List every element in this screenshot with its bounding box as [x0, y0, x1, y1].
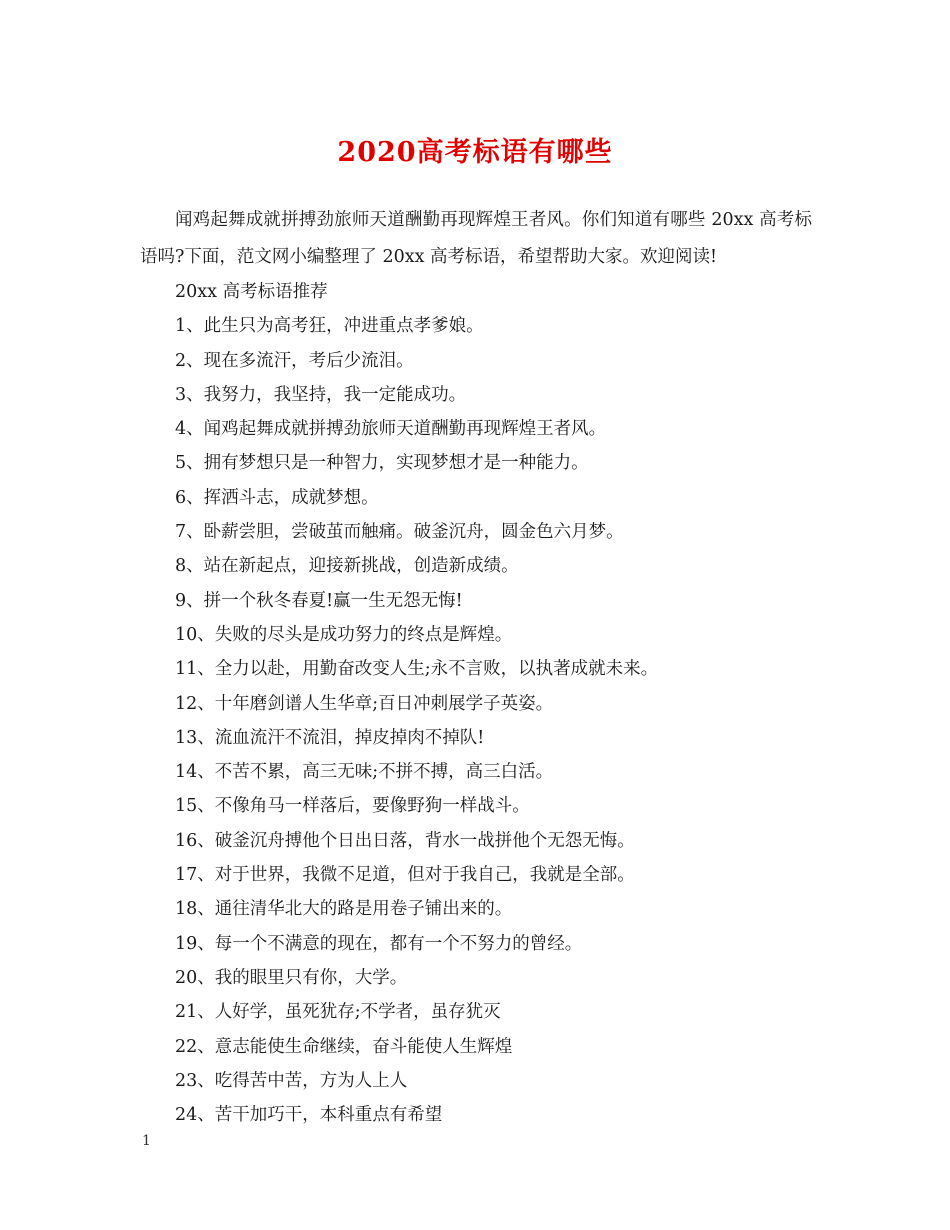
list-item: 10、失败的尽头是成功努力的终点是辉煌。: [175, 624, 513, 645]
list-item: 13、流血流汗不流泪，掉皮掉肉不掉队!: [175, 727, 485, 748]
slogan-list: [175, 275, 815, 1132]
list-item: 19、每一个不满意的现在，都有一个不努力的曾经。: [175, 933, 583, 954]
list-item: 18、通往清华北大的路是用卷子铺出来的。: [175, 899, 513, 920]
list-item: 15、不像角马一样落后，要像野狗一样战斗。: [175, 796, 530, 817]
list-item: 21、人好学，虽死犹存;不学者，虽存犹灭: [175, 1002, 501, 1023]
list-item: 20、我的眼里只有你，大学。: [175, 967, 408, 988]
list-item: 12、十年磨剑谱人生华章;百日冲刺展学子英姿。: [175, 693, 554, 714]
list-item: 6、挥洒斗志，成就梦想。: [175, 487, 379, 508]
list-item: 8、站在新起点，迎接新挑战，创造新成绩。: [175, 556, 519, 577]
list-item: 22、意志能使生命继续，奋斗能使人生辉煌: [175, 1036, 513, 1057]
document-title: 2020高考标语有哪些: [337, 137, 613, 168]
list-item: 17、对于世界，我微不足道，但对于我自己，我就是全部。: [175, 865, 635, 886]
intro-paragraph: 闻鸡起舞成就拼搏劲旅师天道酬勤再现辉煌王者风。你们知道有哪些 20xx 高考标语吗?下面，范文网小编整理了 20xx 高考标语，希望帮助大家。欢迎阅读!: [140, 210, 812, 267]
list-item: 23、吃得苦中苦，方为人上人: [175, 1070, 408, 1091]
page-number: 1: [142, 1133, 151, 1149]
list-item: 2、现在多流汗，考后少流泪。: [175, 350, 414, 371]
list-item: 11、全力以赴，用勤奋改变人生;永不言败，以执著成就未来。: [175, 659, 659, 680]
list-item: 7、卧薪尝胆，尝破茧而触痛。破釜沉舟，圆金色六月梦。: [175, 522, 624, 543]
list-item: 14、不苦不累，高三无味;不拼不搏，高三白活。: [175, 762, 554, 783]
list-item: 9、拼一个秋冬春夏!赢一生无怨无悔!: [175, 590, 463, 611]
section-heading: 20xx 高考标语推荐: [175, 282, 328, 302]
list-item: 4、闻鸡起舞成就拼搏劲旅师天道酬勤再现辉煌王者风。: [175, 419, 607, 440]
list-item: 16、破釜沉舟搏他个日出日落，背水一战拼他个无怨无悔。: [175, 830, 635, 851]
list-item: 1、此生只为高考狂，冲进重点孝爹娘。: [175, 316, 484, 337]
list-item: 24、苦干加巧干，本科重点有希望: [175, 1105, 443, 1126]
list-item: 5、拥有梦想只是一种智力，实现梦想才是一种能力。: [175, 453, 589, 474]
list-item: 3、我努力，我坚持，我一定能成功。: [175, 384, 467, 405]
